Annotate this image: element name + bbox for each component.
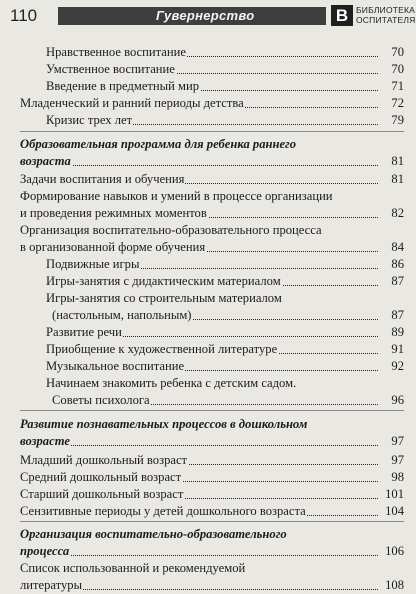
toc-entry-title: литературы — [20, 578, 83, 592]
logo-line-2: ОСПИТАТЕЛЯ — [356, 15, 416, 25]
toc-entry — [46, 341, 404, 358]
section-divider — [20, 521, 404, 522]
toc-entry — [46, 61, 404, 78]
toc-entry-page: 97 — [391, 434, 404, 448]
toc-entry-page: 108 — [385, 578, 404, 592]
toc-entry-title: Игры-занятия со строительным материалом — [46, 291, 282, 305]
toc-entry-title: Младенческий и ранний периоды детства — [20, 96, 244, 110]
toc-entry — [20, 136, 404, 153]
logo-line-1: БИБЛИОТЕКА — [356, 5, 416, 15]
toc-entry-page: 70 — [391, 62, 404, 76]
toc-entry-title: Нравственное воспитание — [46, 45, 186, 59]
toc-entry-page: 81 — [391, 172, 404, 186]
toc-entry — [46, 324, 404, 341]
toc-entry-title: Приобщение к художественной литературе — [46, 342, 278, 356]
toc-entry-title: (настольным, напольным) — [52, 308, 192, 322]
toc-entry-title: Организация воспитательно-образовательного процесса — [20, 223, 322, 237]
toc-entry-page: 96 — [391, 393, 404, 407]
page-number: 110 — [10, 6, 38, 25]
toc-entry-page: 82 — [391, 206, 404, 220]
toc-entry — [46, 358, 404, 375]
toc-entry — [46, 112, 404, 129]
toc-entry — [20, 452, 404, 469]
toc-entry-page: 89 — [391, 325, 404, 339]
toc-entry-title: Задачи воспитания и обучения — [20, 172, 185, 186]
toc-entry-title: Развитие познавательных процессов в дошкольном — [20, 417, 308, 431]
toc-entry — [20, 239, 404, 256]
toc-entry — [46, 78, 404, 95]
toc-entry — [52, 307, 404, 324]
toc-entry-page: 101 — [385, 487, 404, 501]
toc-entry-title: Младший дошкольный возраст — [20, 453, 188, 467]
toc-entry — [46, 256, 404, 273]
running-title: Гувернерство — [156, 8, 255, 23]
toc-entry — [20, 560, 404, 577]
library-logo-icon: В — [331, 5, 353, 26]
toc-entry — [20, 205, 404, 222]
toc-entry-title: Сензитивные периоды у детей дошкольного возраста — [20, 504, 306, 518]
toc-entry-title: Начинаем знакомить ребенка с детским садом. — [46, 376, 297, 390]
toc-entry-page: 71 — [391, 79, 404, 93]
toc-entry-title: и проведения режимных моментов — [20, 206, 207, 220]
toc-entry-page: 72 — [391, 96, 404, 110]
toc-entry — [52, 392, 404, 409]
toc-entry-title: процесса — [20, 544, 70, 558]
toc-entry-page: 92 — [391, 359, 404, 373]
toc-entry-title: Образовательная программа для ребенка раннего — [20, 137, 297, 151]
toc-entry-title: Музыкальное воспитание — [46, 359, 185, 373]
toc-entry-title: Старший дошкольный возраст — [20, 487, 184, 501]
toc-entry-title: Игры-занятия с дидактическим материалом — [46, 274, 281, 288]
section-divider — [20, 131, 404, 132]
toc-entry-title: Развитие речи — [46, 325, 122, 339]
toc-entry — [20, 543, 404, 560]
toc-entry-title: Средний дошкольный возраст — [20, 470, 182, 484]
toc-entry-page: 70 — [391, 45, 404, 59]
dot-leader — [20, 165, 378, 166]
toc-entry-title: Формирование навыков и умений в процессе организации — [20, 189, 333, 203]
toc-entry-page: 81 — [391, 154, 404, 168]
toc-entry — [46, 375, 404, 392]
toc-entry-page: 79 — [391, 113, 404, 127]
toc-entry-title: Введение в предметный мир — [46, 79, 200, 93]
toc-entry — [20, 469, 404, 486]
toc-entry — [20, 433, 404, 450]
toc-entry — [20, 153, 404, 170]
toc-entry-title: возрасте — [20, 434, 70, 448]
toc-entry-page: 97 — [391, 453, 404, 467]
toc-entry-title: Советы психолога — [52, 393, 150, 407]
toc-entry-title: возраста — [20, 154, 71, 168]
toc-entry-title: Подвижные игры — [46, 257, 140, 271]
toc-entry — [46, 44, 404, 61]
toc-entry — [46, 273, 404, 290]
toc-entry — [20, 526, 404, 543]
toc-entry-page: 91 — [391, 342, 404, 356]
toc-entry-title: Организация воспитательно-образовательного — [20, 527, 287, 541]
toc-entry-title: Кризис трех лет — [46, 113, 133, 127]
toc-entry-page: 106 — [385, 544, 404, 558]
section-divider — [20, 410, 404, 411]
toc-entry-page: 86 — [391, 257, 404, 271]
toc-entry-page: 98 — [391, 470, 404, 484]
toc-entry-page: 84 — [391, 240, 404, 254]
toc-entry — [20, 577, 404, 594]
toc-entry — [20, 95, 404, 112]
toc-entry-page: 104 — [385, 504, 404, 518]
toc-entry-title: в организованной форме обучения — [20, 240, 206, 254]
toc-entry — [20, 171, 404, 188]
toc-entry — [20, 486, 404, 503]
toc-entry — [20, 416, 404, 433]
toc-entry — [20, 188, 404, 205]
toc-entry — [20, 503, 404, 520]
toc-entry-page: 87 — [391, 274, 404, 288]
toc-entry-title: Умственное воспитание — [46, 62, 175, 76]
toc-entry-title: Список использованной и рекомендуемой — [20, 561, 246, 575]
toc-entry-page: 87 — [391, 308, 404, 322]
toc-entry — [46, 290, 404, 307]
dot-leader — [20, 445, 378, 446]
toc-entry — [20, 222, 404, 239]
